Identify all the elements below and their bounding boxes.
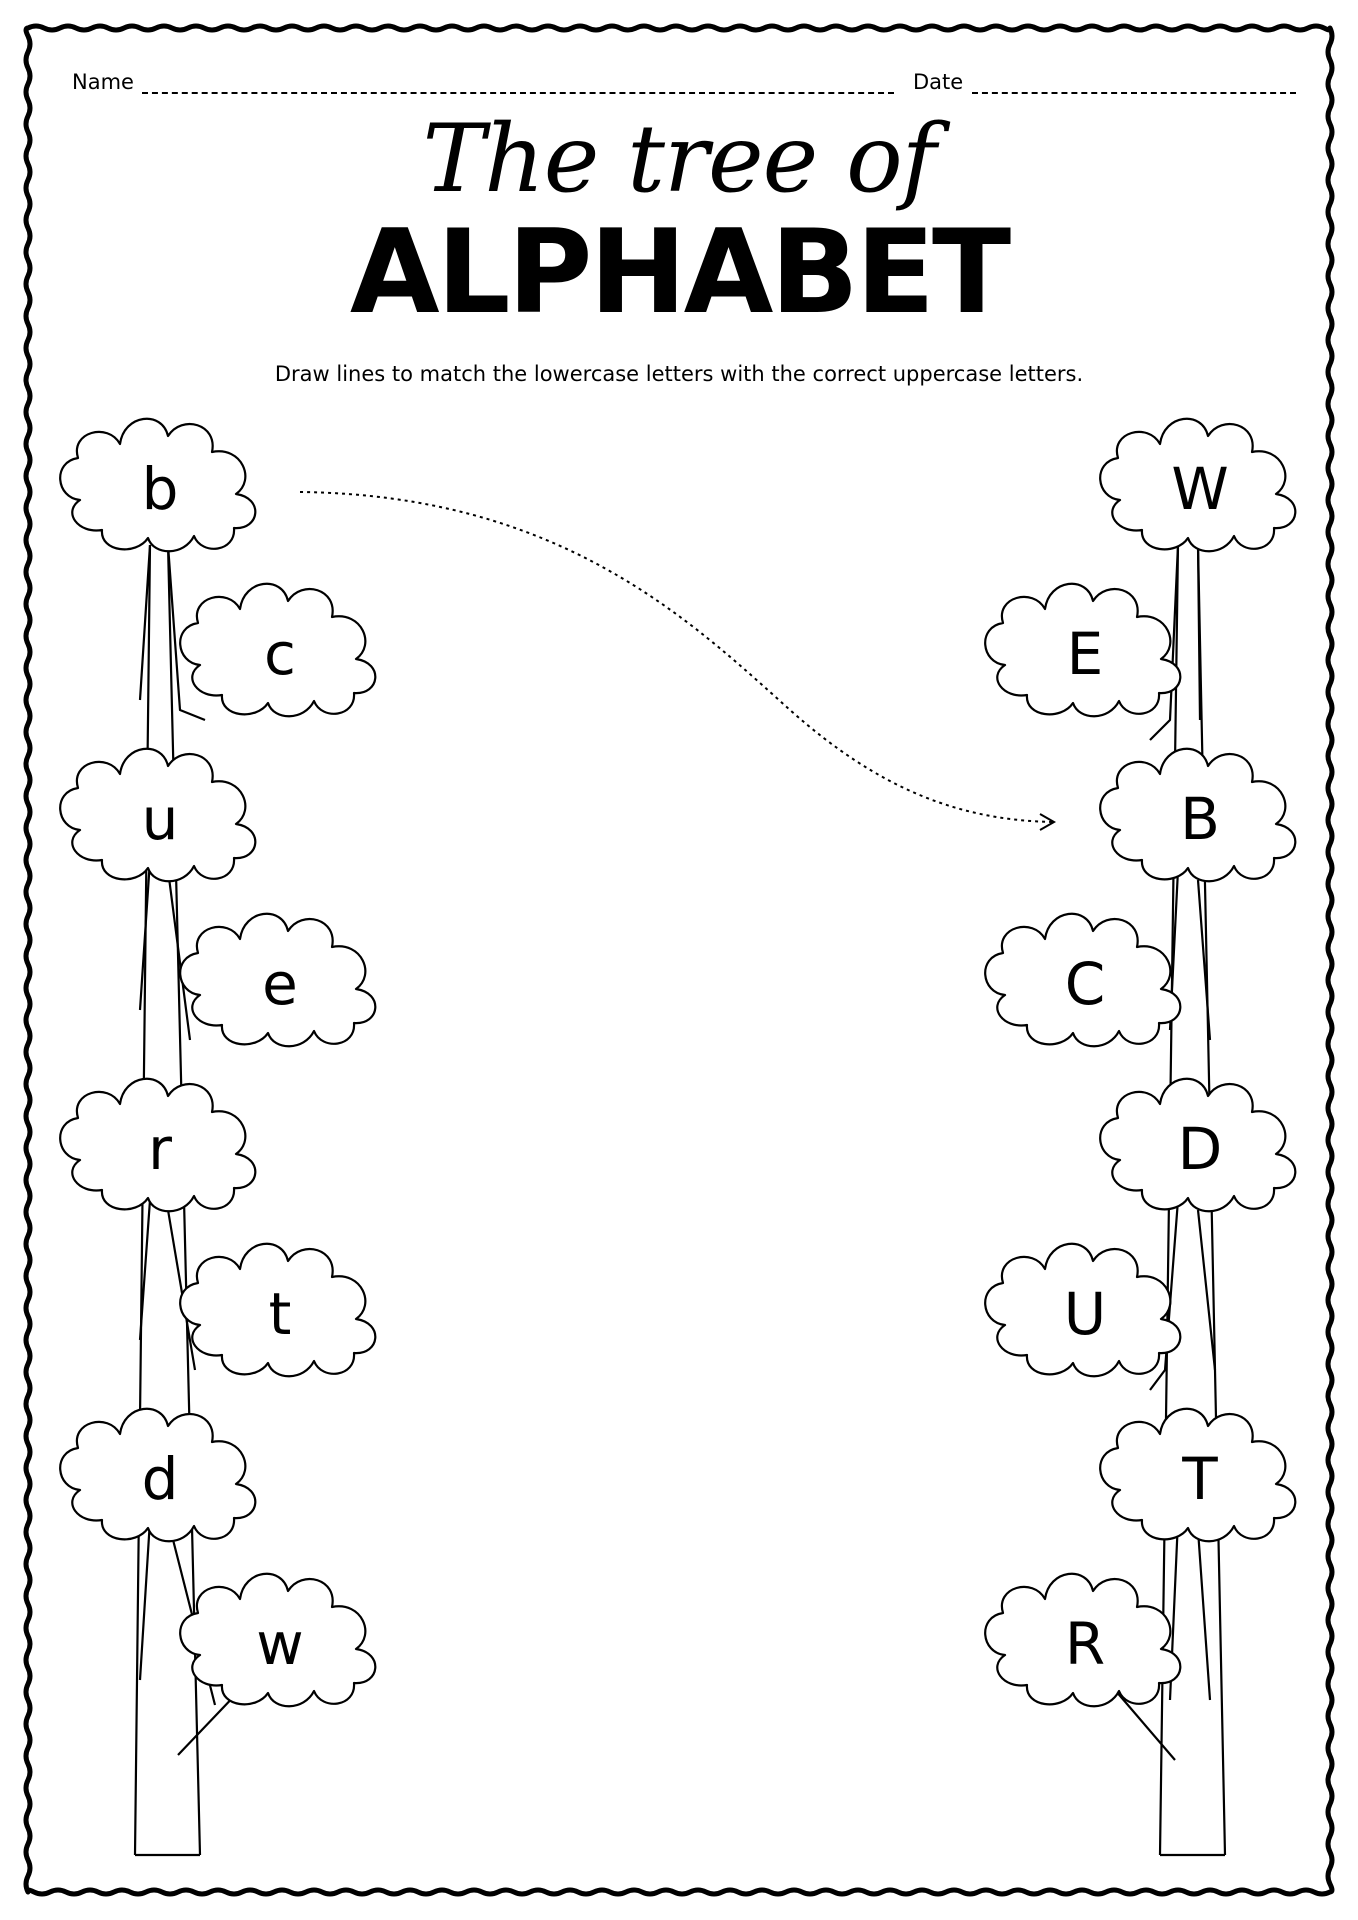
left-letter-d[interactable]: d — [141, 1445, 179, 1513]
left-letter-r[interactable]: r — [148, 1115, 172, 1183]
left-letter-b[interactable]: b — [141, 455, 179, 523]
left-letter-u[interactable]: u — [141, 785, 179, 853]
right-letter-C[interactable]: C — [1064, 950, 1106, 1018]
right-letter-D[interactable]: D — [1177, 1115, 1223, 1183]
right-letter-E[interactable]: E — [1066, 620, 1104, 688]
right-clouds — [985, 419, 1295, 1707]
title-script: The tree of — [422, 105, 936, 214]
date-field[interactable] — [972, 92, 1296, 94]
left-clouds — [60, 419, 375, 1707]
right-letter-B[interactable]: B — [1180, 785, 1220, 853]
title-main: ALPHABET — [349, 205, 1009, 340]
name-label: Name — [72, 70, 134, 94]
left-letter-e[interactable]: e — [262, 950, 298, 1018]
name-field[interactable] — [142, 92, 894, 94]
right-letter-U[interactable]: U — [1063, 1280, 1107, 1348]
left-letter-c[interactable]: c — [264, 620, 296, 688]
right-letter-W[interactable]: W — [1171, 455, 1229, 523]
left-letter-t[interactable]: t — [268, 1280, 292, 1348]
date-label: Date — [913, 70, 964, 94]
right-letter-R[interactable]: R — [1064, 1610, 1106, 1678]
left-letter-w[interactable]: w — [256, 1610, 304, 1678]
right-letter-T[interactable]: T — [1182, 1445, 1218, 1513]
example-match-line — [300, 492, 1052, 822]
instructions: Draw lines to match the lowercase letters with the correct uppercase letters. — [274, 362, 1084, 386]
